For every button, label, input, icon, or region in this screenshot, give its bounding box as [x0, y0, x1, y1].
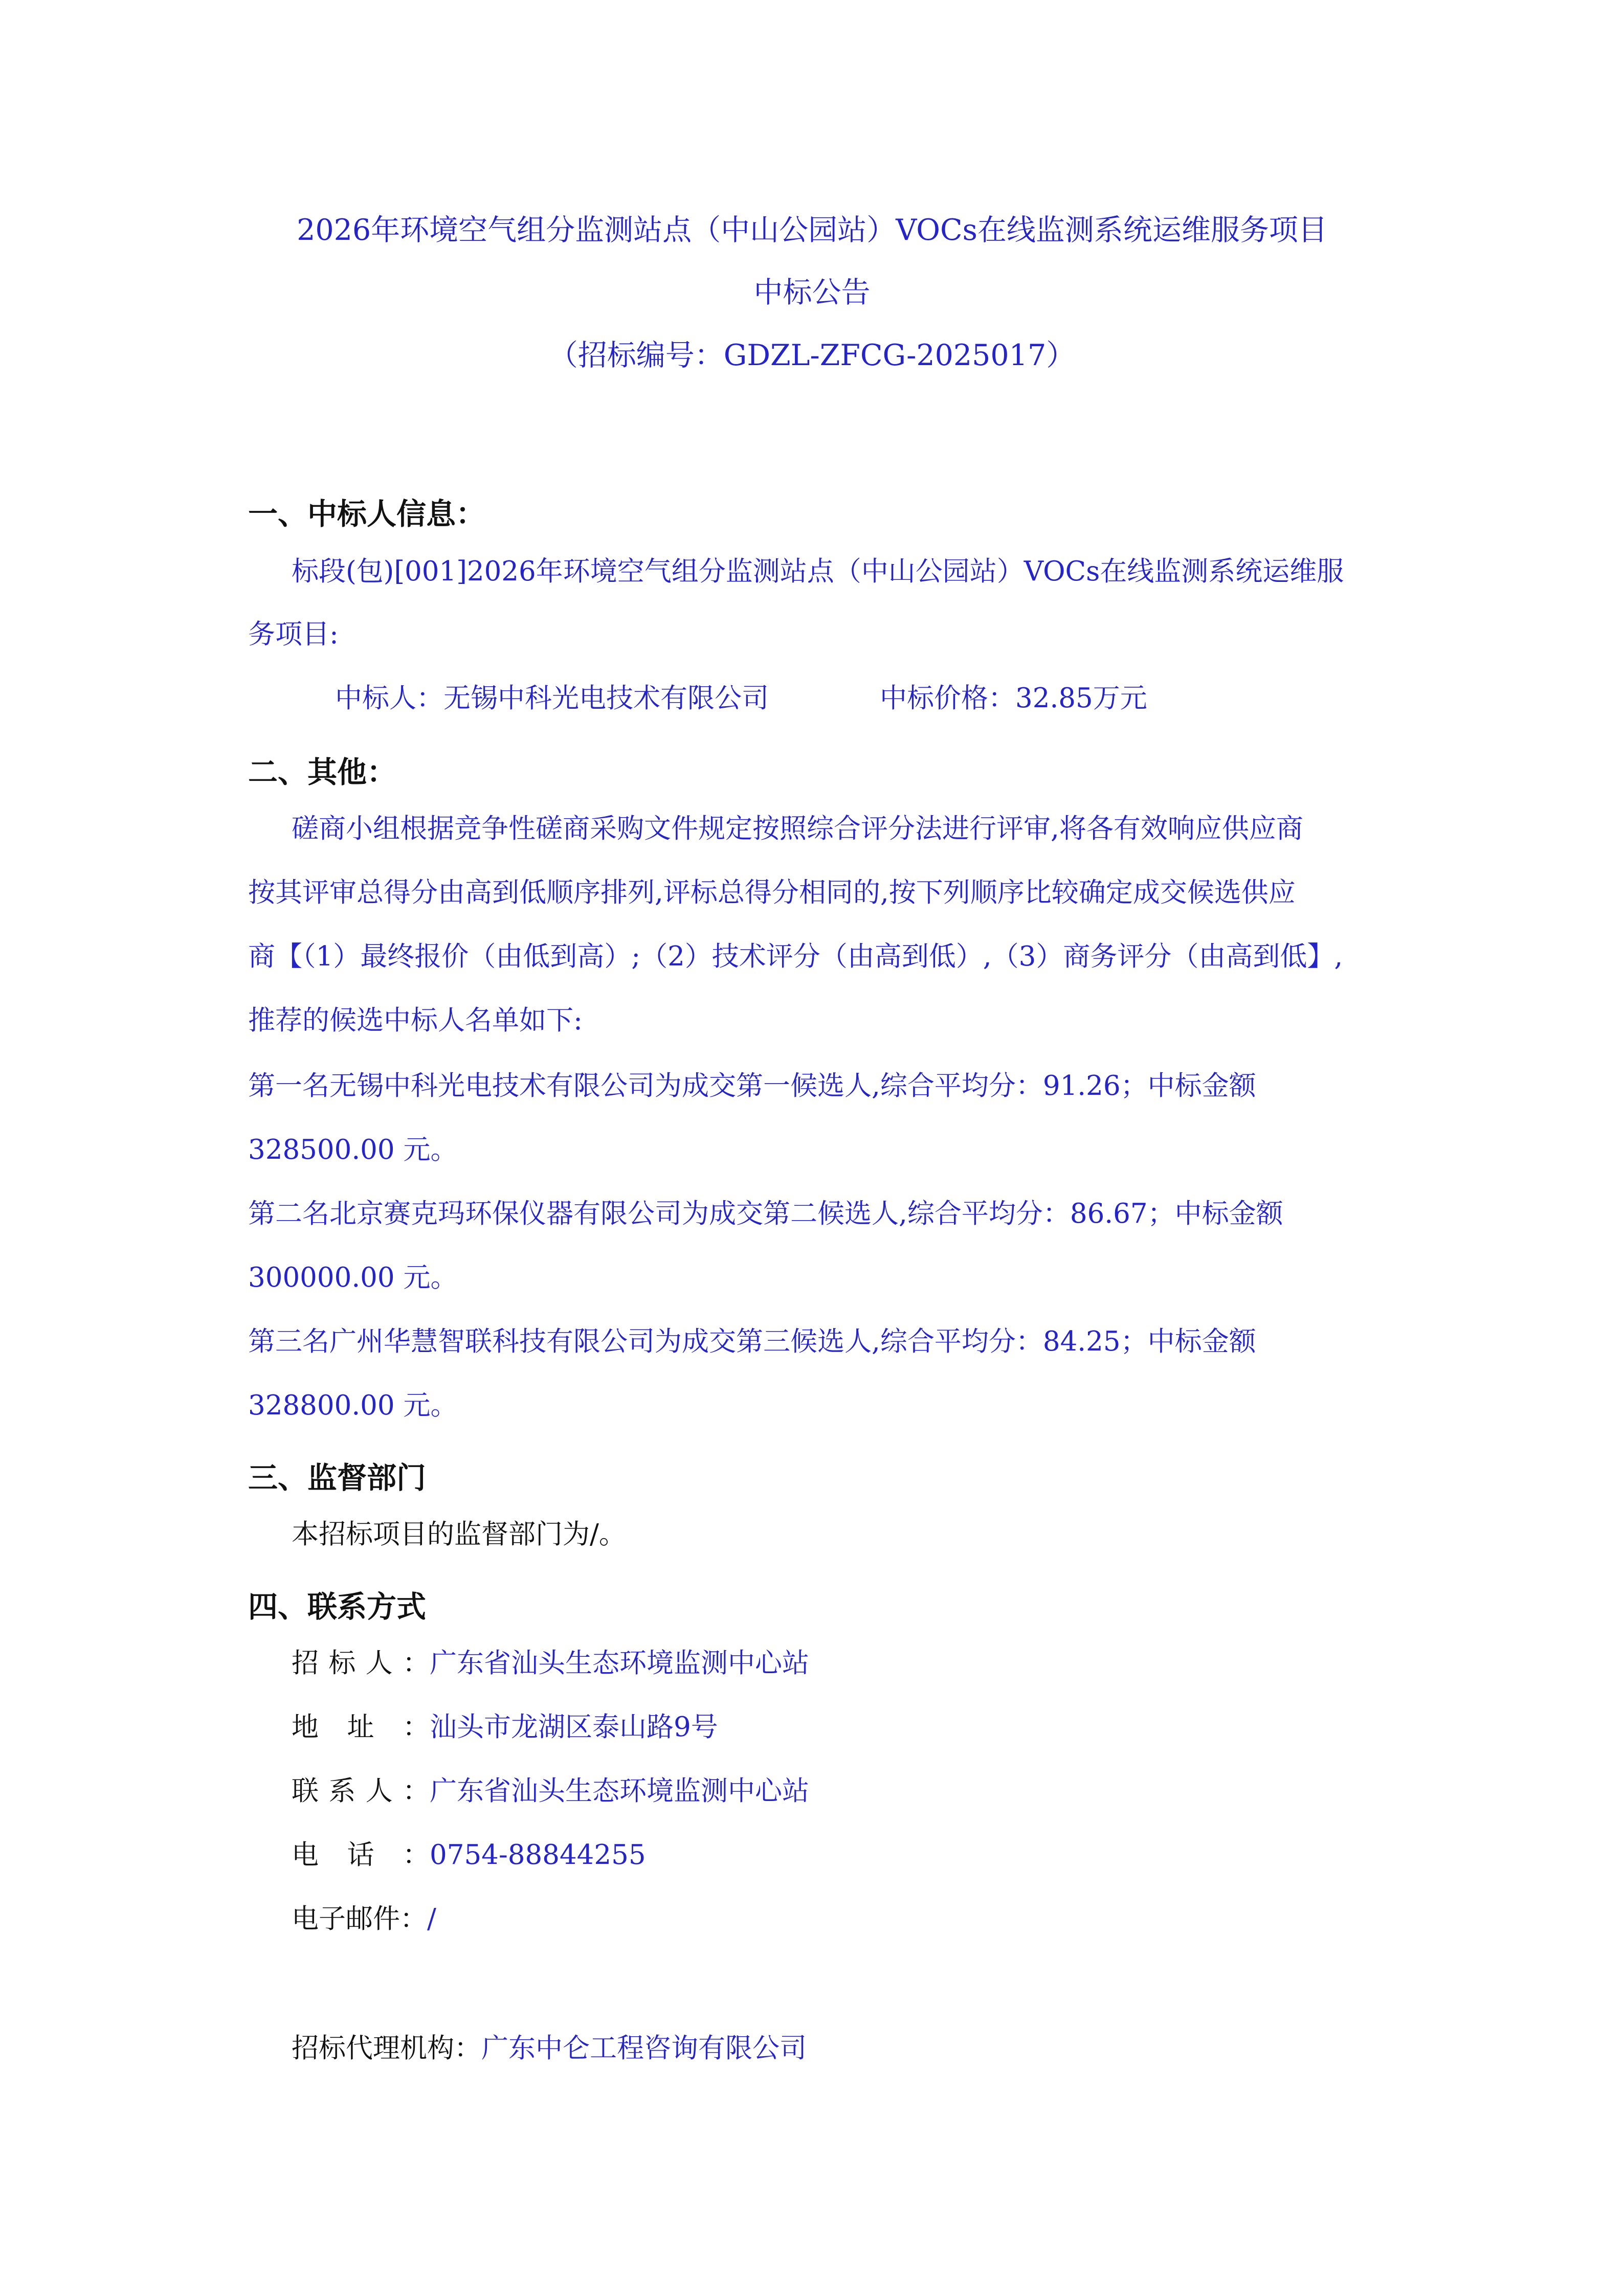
contact-value-person: 广东省汕头生态环境监测中心站: [430, 1775, 809, 1807]
section-heading-supervision: 三、监督部门: [248, 1460, 427, 1495]
candidate-3-line-1: 第三名广州华慧智联科技有限公司为成交第三候选人,综合平均分：84.25；中标金额: [248, 1326, 1256, 1357]
agency-row: [292, 2033, 807, 2064]
section-heading-other: 二、其他：: [248, 755, 397, 790]
other-line-3: 商【（1）最终报价（由低到高）;（2）技术评分（由高到低）,（3）商务评分（由高到低】,: [248, 941, 1343, 972]
title-line-3: （招标编号：GDZL-ZFCG-2025017）: [548, 339, 1076, 372]
contact-label-person: 联系人：: [292, 1775, 430, 1807]
title-line-2: 中标公告: [753, 276, 871, 309]
contact-row-phone: [292, 1839, 646, 1871]
contact-label-tenderer: 招标人：: [292, 1648, 430, 1679]
contact-row-tenderer: [292, 1648, 809, 1679]
other-line-2: 按其评审总得分由高到低顺序排列,评标总得分相同的,按下列顺序比较确定成交候选供应: [248, 877, 1296, 908]
candidate-2-line-2: 300000.00 元。: [248, 1262, 458, 1293]
contact-value-email: /: [427, 1903, 436, 1934]
supervision-text: 本招标项目的监督部门为/。: [292, 1519, 626, 1550]
candidate-1-line-2: 328500.00 元。: [248, 1134, 458, 1165]
candidate-1-line-1: 第一名无锡中科光电技术有限公司为成交第一候选人,综合平均分：91.26；中标金额: [248, 1070, 1256, 1101]
lot-line-1: 标段(包)[001]2026年环境空气组分监测站点（中山公园站）VOCs在线监测系统运维服: [292, 556, 1344, 587]
lot-line-2: 务项目:: [248, 619, 339, 650]
candidate-2-line-1: 第二名北京赛克玛环保仪器有限公司为成交第二候选人,综合平均分：86.67；中标金额: [248, 1198, 1283, 1229]
contact-value-address: 汕头市龙湖区泰山路9号: [430, 1712, 718, 1743]
contact-label-address: 地址：: [292, 1712, 430, 1743]
contact-value-phone: 0754-88844255: [430, 1839, 646, 1871]
candidate-3-line-2: 328800.00 元。: [248, 1390, 458, 1421]
other-line-4: 推荐的候选中标人名单如下:: [248, 1005, 583, 1036]
section-heading-winner-info: 一、中标人信息：: [248, 497, 486, 531]
agency-value: 广东中仑工程咨询有限公司: [481, 2033, 807, 2064]
title-line-1: 2026年环境空气组分监测站点（中山公园站）VOCs在线监测系统运维服务项目: [297, 213, 1327, 247]
contact-row-person: [292, 1775, 809, 1807]
winner-price: 中标价格：32.85万元: [880, 683, 1147, 714]
contact-row-address: [292, 1712, 718, 1743]
contact-row-email: [292, 1903, 436, 1935]
other-line-1: 磋商小组根据竞争性磋商采购文件规定按照综合评分法进行评审,将各有效响应供应商: [292, 813, 1303, 844]
agency-label: 招标代理机构：: [292, 2033, 481, 2064]
contact-label-email: 电子邮件：: [292, 1903, 427, 1934]
contact-label-phone: 电话：: [292, 1839, 430, 1871]
section-heading-contact: 四、联系方式: [248, 1589, 427, 1624]
contact-value-tenderer: 广东省汕头生态环境监测中心站: [430, 1648, 809, 1679]
winner-name: 中标人：无锡中科光电技术有限公司: [335, 683, 769, 714]
